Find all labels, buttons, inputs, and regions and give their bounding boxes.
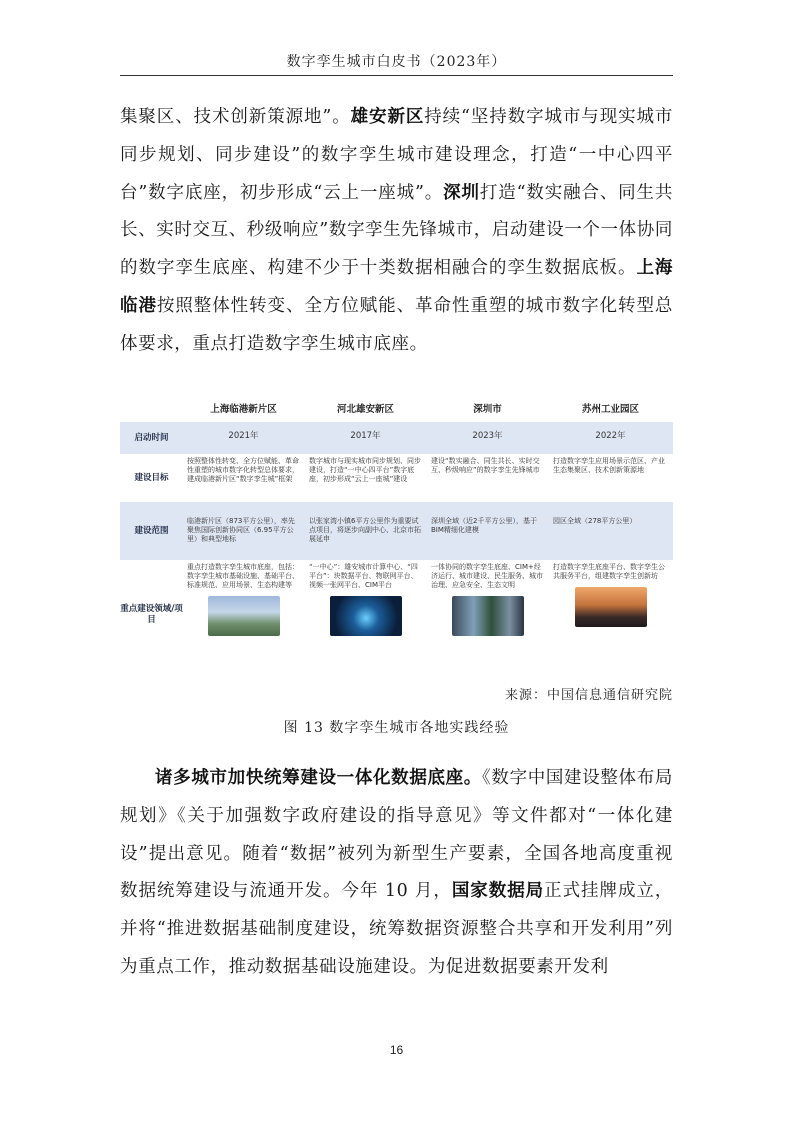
cell-text: 建设“数实融合、同生共长、实时交互、秒级响应”的数字孪生先锋城市 — [431, 457, 540, 474]
row-header: 建设范围 — [120, 502, 183, 560]
figure-source: 来源：中国信息通信研究院 — [504, 688, 673, 703]
table-corner — [120, 398, 183, 422]
bold-term: 深圳 — [443, 182, 480, 203]
table-cell — [549, 454, 673, 502]
table-cell — [427, 560, 549, 670]
column-header: 苏州工业园区 — [581, 404, 639, 415]
text-run: 《数字中国建设整体布局规划》《关于加强数字政府建设的指导意见》等文件都对“一体化建设”提出意见。随着“数据”被列为新型生产要素，全国各地高度重视数据统筹建设与流通开发。今年 10 月， — [120, 768, 673, 902]
table-cell — [549, 422, 673, 454]
cell-text: 一体协同的数字孪生底座、CIM+经济运行、城市建设、民生服务、城市治理、应急安全、生态文明 — [431, 563, 543, 589]
table-cell — [305, 454, 427, 502]
table-cell — [427, 454, 549, 502]
running-header: 数字孪生城市白皮书（2023年） — [286, 54, 507, 70]
cell-text: 园区全域（278平方公里） — [553, 517, 637, 525]
bold-term: 诸多城市加快统筹建设一体化数据底座。 — [155, 768, 482, 788]
text-run: 集聚区、技术创新策源地”。 — [120, 107, 351, 127]
table-cell — [305, 422, 427, 454]
bold-term: 雄安新区 — [350, 107, 425, 127]
row-header: 启动时间 — [120, 422, 183, 454]
cell-text: 以张家湾小镇6平方公里作为重要试点项目，将逐步向副中心、北京市拓展延申 — [309, 517, 421, 543]
city-photo-image — [575, 587, 647, 627]
bold-term: 上海临港 — [120, 258, 673, 316]
cell-text: 2021年 — [228, 431, 259, 441]
cell-text: 按照整体性转变、全方位赋能、革命性重塑的城市数字化转型总体要求，建成临港新片区“数字孪生城”框架 — [187, 457, 299, 483]
cell-text: 2023年 — [472, 431, 503, 441]
column-header: 上海临港新片区 — [210, 404, 277, 415]
cell-text: 打造数字孪生应用场景示范区、产业生态集聚区、技术创新策源地 — [553, 457, 665, 474]
city-photo-image — [208, 596, 280, 636]
paragraph-1 — [120, 99, 673, 364]
table-cell — [183, 502, 305, 560]
city-photo-image — [330, 596, 402, 636]
table-cell — [549, 502, 673, 560]
cell-text: 打造数字孪生底座平台、数字孪生公共服务平台，组建数字孪生创新坊 — [553, 563, 665, 580]
table-cell — [549, 560, 673, 670]
text-run: 打造“数实融合、同生共长、实时交互、秒级响应”数字孪生先锋城市，启动建设一个一体协同的数字孪生底座、构建不少于十类数据相融合的孪生数据底板。 — [120, 182, 674, 279]
text-run: 按照整体性转变、全方位赋能、革命性重塑的城市数字化转型总体要求，重点打造数字孪生城市底座。 — [120, 295, 673, 354]
column-header: 河北雄安新区 — [336, 404, 394, 415]
figure-caption: 图 13 数字孪生城市各地实践经验 — [283, 720, 510, 736]
cell-text: 2017年 — [350, 431, 381, 441]
cell-text: 临港新片区（873平方公里），率先聚焦国际创新协同区（6.95平方公里）和典型地标 — [187, 517, 295, 543]
cell-text: 数字城市与现实城市同步规划、同步建设，打造“一中心四平台”数字底座，初步形成“云上一座城”建设 — [309, 457, 421, 483]
table-cell — [305, 502, 427, 560]
city-photo-image — [452, 596, 524, 636]
cell-text: 重点打造数字孪生城市底座，包括：数字孪生城市基础设施、基础平台、标准规范、应用场景、生态构建等 — [187, 563, 299, 589]
bold-term: 国家数据局 — [451, 881, 545, 902]
column-header: 深圳市 — [473, 404, 502, 415]
table-cell — [183, 454, 305, 502]
table-cell — [305, 560, 427, 670]
table-cell — [427, 502, 549, 560]
table-cell — [427, 422, 549, 454]
paragraph-2 — [120, 760, 673, 987]
row-header: 建设目标 — [134, 472, 169, 483]
text-run: 持续“坚持数字城市与现实城市同步规划、同步建设”的数字孪生城市建设理念，打造“一中心四平台”数字底座，初步形成“云上一座城”。 — [120, 107, 673, 203]
figure-table — [120, 398, 673, 670]
cell-text: 深圳全域（近2千平方公里），基于BIM精细化建模 — [431, 517, 537, 534]
table-cell — [183, 560, 305, 670]
page-number: 16 — [389, 1043, 404, 1057]
cell-text: “一中心”：雄安城市计算中心、“四平台”：块数据平台、物联网平台、视频一张网平台、CIM平台 — [309, 563, 418, 589]
table-cell — [183, 422, 305, 454]
text-run: 正式挂牌成立，并将“推进数据基础制度建设，统筹数据资源整合共享和开发利用”列为重点工作，推动数据基础设施建设。为促进数据要素开发利 — [120, 881, 673, 977]
header-rule — [120, 75, 673, 76]
row-header: 重点建设领域/项目 — [120, 604, 183, 625]
cell-text: 2022年 — [595, 431, 626, 441]
comparison-table — [120, 398, 673, 670]
